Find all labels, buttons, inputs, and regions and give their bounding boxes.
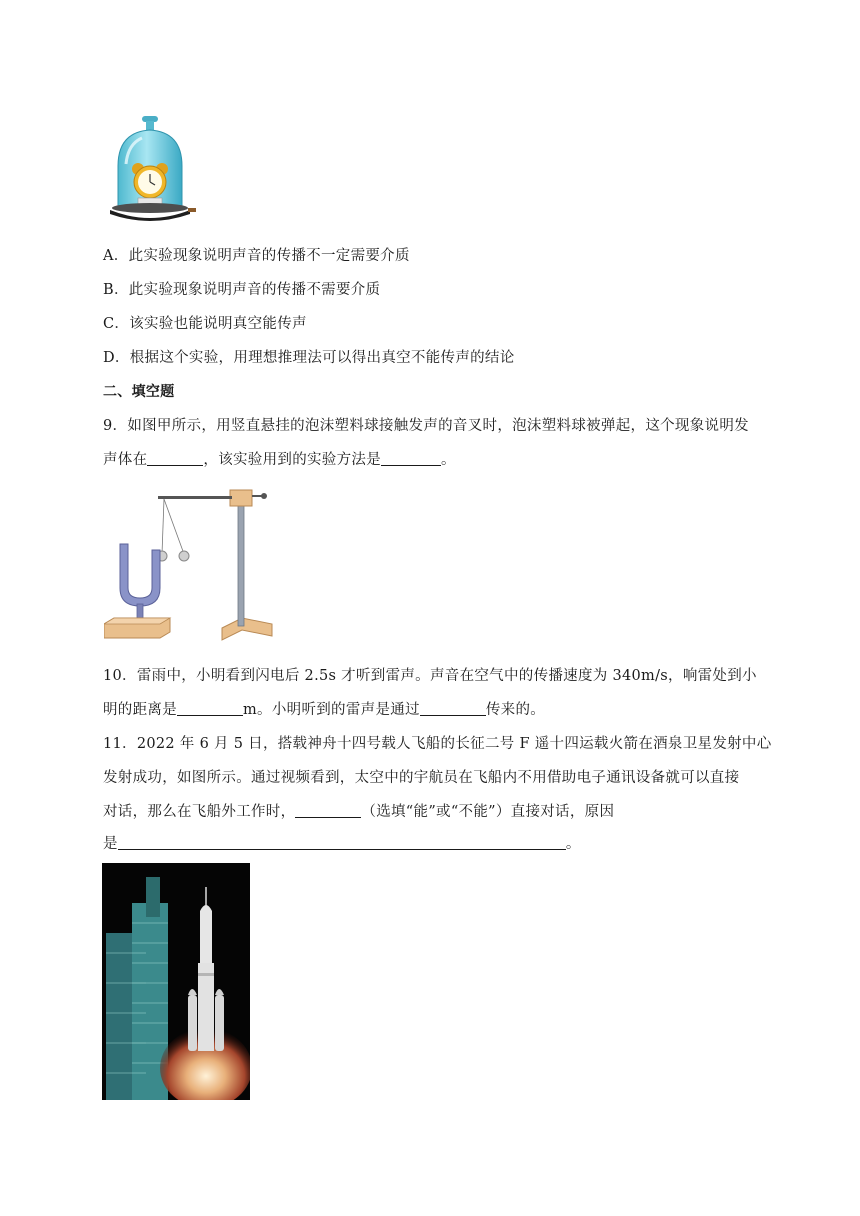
question-9-text: 。 [441, 452, 456, 468]
question-9-text: ，该实验用到的实验方法是 [203, 452, 382, 468]
question-10-text: 明的距离是 [103, 702, 177, 718]
answer-blank[interactable] [295, 802, 361, 818]
question-9-line-1: 9．如图甲所示，用竖直悬挂的泡沫塑料球接触发声的音叉时，泡沫塑料球被弹起，这个现象说明发 [103, 418, 749, 434]
question-9-text: 声体在 [103, 452, 148, 468]
section-heading: 二、填空题 [103, 384, 175, 400]
question-10-line-2 [103, 700, 545, 720]
tuning-fork-apparatus-figure [104, 484, 276, 644]
answer-blank[interactable] [381, 450, 441, 466]
question-11-text: 是 [103, 836, 118, 852]
question-10-text: m。小明听到的雷声是通过 [243, 702, 420, 718]
question-11-line-2: 发射成功，如图所示。通过视频看到，太空中的宇航员在飞船内不用借助电子通讯设备就可以直接 [103, 770, 740, 786]
answer-blank[interactable] [118, 834, 566, 850]
option-d: D．根据这个实验，用理想推理法可以得出真空不能传声的结论 [103, 350, 515, 366]
question-11-line-1: 11．2022 年 6 月 5 日，搭载神舟十四号载人飞船的长征二号 F 遥十四运载火箭在酒泉卫星发射中心 [103, 736, 772, 752]
question-10-line-1: 10．雷雨中，小明看到闪电后 2.5s 才听到雷声。声音在空气中的传播速度为 340m/s，响雷处到小 [103, 668, 757, 684]
option-b: B．此实验现象说明声音的传播不需要介质 [103, 282, 381, 298]
question-11-text: 对话，那么在飞船外工作时， [103, 804, 296, 820]
option-a: A．此实验现象说明声音的传播不一定需要介质 [103, 248, 410, 264]
bell-jar-alarm-clock-figure [104, 114, 200, 228]
question-11-line-3 [103, 802, 614, 822]
answer-blank[interactable] [177, 700, 243, 716]
option-c: C．该实验也能说明真空能传声 [103, 316, 307, 332]
question-11-text: 。 [565, 836, 581, 852]
question-11-line-4 [103, 834, 581, 854]
answer-blank[interactable] [420, 700, 486, 716]
question-9-line-2 [103, 450, 456, 470]
answer-blank[interactable] [147, 450, 203, 466]
question-11-text: （选填“能”或“不能”）直接对话，原因 [361, 804, 615, 820]
question-10-text: 传来的。 [485, 702, 546, 718]
rocket-launch-photo [102, 863, 250, 1100]
